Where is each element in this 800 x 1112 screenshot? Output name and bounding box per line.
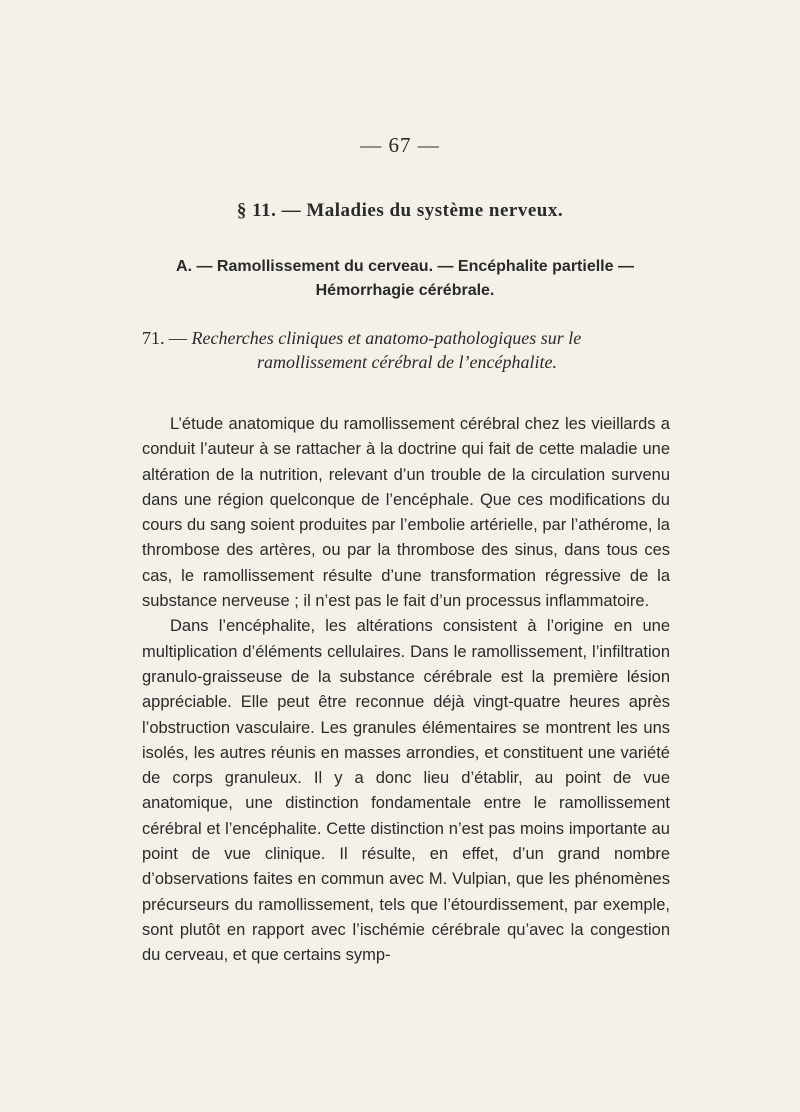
article-title-line-2: ramollissement cérébral de l’encéphalite. — [257, 352, 557, 372]
section-heading: § 11. — Maladies du système nerveux. — [236, 200, 564, 221]
article-number: 71. — — [142, 328, 192, 348]
page-number: — 67 — — [360, 133, 440, 157]
article-title-line-1: Recherches cliniques et anatomo-pathologiques sur le — [191, 328, 582, 348]
paragraph: L’étude anatomique du ramollissement cérébral chez les vieillards a conduit l’auteur à se rattacher à la doctrine qui fait de cette maladie une altération de la nutrition, relevant d’un trouble de la circulation survenu dans une région quelconque de l’encéphale. Que ces modifications du cours du sang soient produites par l’embolie artérielle, par l’athérome, la thrombose des artères, ou par la thrombose des sinus, dans tous ces cas, le ramollissement résulte d’une transformation régressive de la substance nerveuse ; il n’est pas le fait d’un processus inflammatoire. — [142, 415, 670, 611]
body-text — [142, 412, 670, 969]
paragraph: Dans l’encéphalite, les altérations consistent à l’origine en une multiplication d’éléments cellulaires. Dans le ramollissement, l’infiltration granulo-graisseuse de la substance cérébrale est la première lésion appréciable. Elle peut être reconnue déjà vingt-quatre heures après l’obstruction vasculaire. Les granules élémentaires se montrent les uns isolés, les autres réunis en masses arrondies, et constituent une variété de corps granuleux. Il y a donc lieu d’établir, au point de vue anatomique, une distinction fondamentale entre le ramollissement cérébral et l’encéphalite. Cette distinction n’est pas moins importante au point de vue clinique. Il résulte, en effet, d’un grand nombre d’observations faites en commun avec M. Vulpian, que les phénomènes précurseurs du ramollissement, tels que l’étourdissement, par exemple, sont plutôt en rapport avec l’ischémie cérébrale qu’avec la congestion du cerveau, et que certains symp- — [142, 617, 670, 965]
subsection-heading — [150, 255, 660, 303]
subsection-heading-line-2: Hémorrhagie cérébrale. — [315, 282, 495, 299]
article-title — [142, 326, 672, 374]
subsection-heading-line-1: A. — Ramollissement du cerveau. — Encéphalite partielle — — [176, 258, 634, 275]
